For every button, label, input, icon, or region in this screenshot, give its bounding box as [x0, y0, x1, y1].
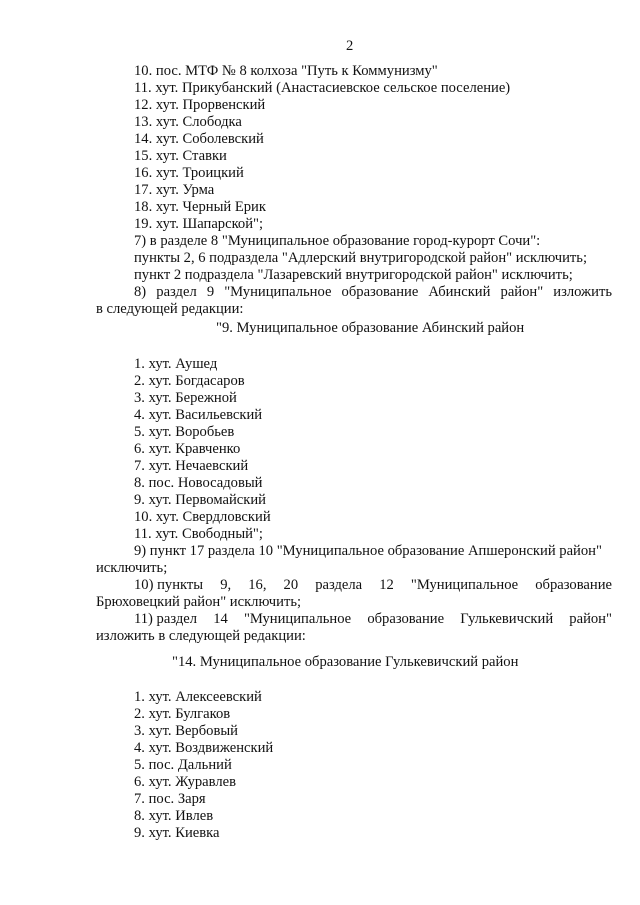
- list-item: 12. хут. Прорвенский: [134, 97, 266, 113]
- word: 8): [134, 284, 147, 300]
- list-item: 3. хут. Бережной: [134, 390, 237, 406]
- word: "Муниципальное: [224, 284, 332, 300]
- paragraph-line: пункт 2 подраздела "Лазаревский внутригородской район" исключить;: [134, 267, 573, 283]
- list-item: 10. хут. Свердловский: [134, 509, 271, 525]
- paragraph-line: 7) в разделе 8 "Муниципальное образование город-курорт Сочи":: [134, 233, 541, 249]
- list-item: 16. хут. Троицкий: [134, 165, 244, 181]
- list-item: 8. пос. Новосадовый: [134, 475, 263, 491]
- word: 16,: [248, 577, 267, 593]
- paragraph-line: [134, 611, 612, 628]
- paragraph-line: 9) пункт 17 раздела 10 "Муниципальное образование Апшеронский район": [134, 543, 602, 559]
- word: Гулькевичский: [460, 611, 554, 627]
- list-item: 5. пос. Дальний: [134, 757, 232, 773]
- word: Абинский: [428, 284, 491, 300]
- section-heading: "14. Муниципальное образование Гулькевичский район: [172, 654, 519, 670]
- list-item: 9. хут. Киевка: [134, 825, 220, 841]
- word: "Муниципальное: [243, 611, 352, 627]
- word: образование: [341, 284, 419, 300]
- paragraph-line: [134, 284, 612, 301]
- list-item: 2. хут. Богдасаров: [134, 373, 245, 389]
- list-item: 11. хут. Свободный";: [134, 526, 263, 542]
- word: "Муниципальное: [410, 577, 519, 593]
- word: раздела: [315, 577, 363, 593]
- word: раздел: [156, 284, 197, 300]
- list-item: 15. хут. Ставки: [134, 148, 227, 164]
- list-item: 4. хут. Васильевский: [134, 407, 263, 423]
- page-number: 2: [346, 38, 354, 54]
- paragraph-line: Брюховецкий район" исключить;: [96, 594, 302, 610]
- list-item: 5. хут. Воробьев: [134, 424, 235, 440]
- list-item: 9. хут. Первомайский: [134, 492, 266, 508]
- section-heading: "9. Муниципальное образование Абинский район: [216, 320, 525, 336]
- word: 10) пункты: [134, 577, 204, 593]
- list-item: 17. хут. Урма: [134, 182, 215, 198]
- word: 20: [283, 577, 299, 593]
- paragraph-line: исключить;: [96, 560, 168, 576]
- list-item: 6. хут. Журавлев: [134, 774, 236, 790]
- list-item: 8. хут. Ивлев: [134, 808, 214, 824]
- paragraph-line: пункты 2, 6 подраздела "Адлерский внутригородской район" исключить;: [134, 250, 587, 266]
- list-item: 19. хут. Шапарской";: [134, 216, 264, 232]
- list-item: 1. хут. Аушед: [134, 356, 218, 372]
- list-item: 3. хут. Вербовый: [134, 723, 238, 739]
- paragraph-line: изложить в следующей редакции:: [96, 628, 306, 644]
- list-item: 10. пос. МТФ № 8 колхоза "Путь к Коммунизму": [134, 63, 438, 79]
- paragraph-line: в следующей редакции:: [96, 301, 244, 317]
- list-item: 4. хут. Воздвиженский: [134, 740, 274, 756]
- list-item: 7. пос. Заря: [134, 791, 206, 807]
- word: изложить: [553, 284, 612, 300]
- word: 9,: [220, 577, 232, 593]
- word: 9: [206, 284, 215, 300]
- word: образование: [535, 577, 612, 593]
- word: 11) раздел: [134, 611, 198, 627]
- word: образование: [367, 611, 445, 627]
- word: район": [569, 611, 612, 627]
- word: 14: [213, 611, 228, 627]
- list-item: 2. хут. Булгаков: [134, 706, 231, 722]
- word: район": [500, 284, 544, 300]
- list-item: 13. хут. Слободка: [134, 114, 242, 130]
- list-item: 1. хут. Алексеевский: [134, 689, 262, 705]
- word: 12: [379, 577, 394, 593]
- list-item: 11. хут. Прикубанский (Анастасиевское сельское поселение): [134, 80, 511, 96]
- paragraph-line: [134, 577, 612, 594]
- list-item: 14. хут. Соболевский: [134, 131, 264, 147]
- list-item: 7. хут. Нечаевский: [134, 458, 249, 474]
- list-item: 6. хут. Кравченко: [134, 441, 241, 457]
- list-item: 18. хут. Черный Ерик: [134, 199, 266, 215]
